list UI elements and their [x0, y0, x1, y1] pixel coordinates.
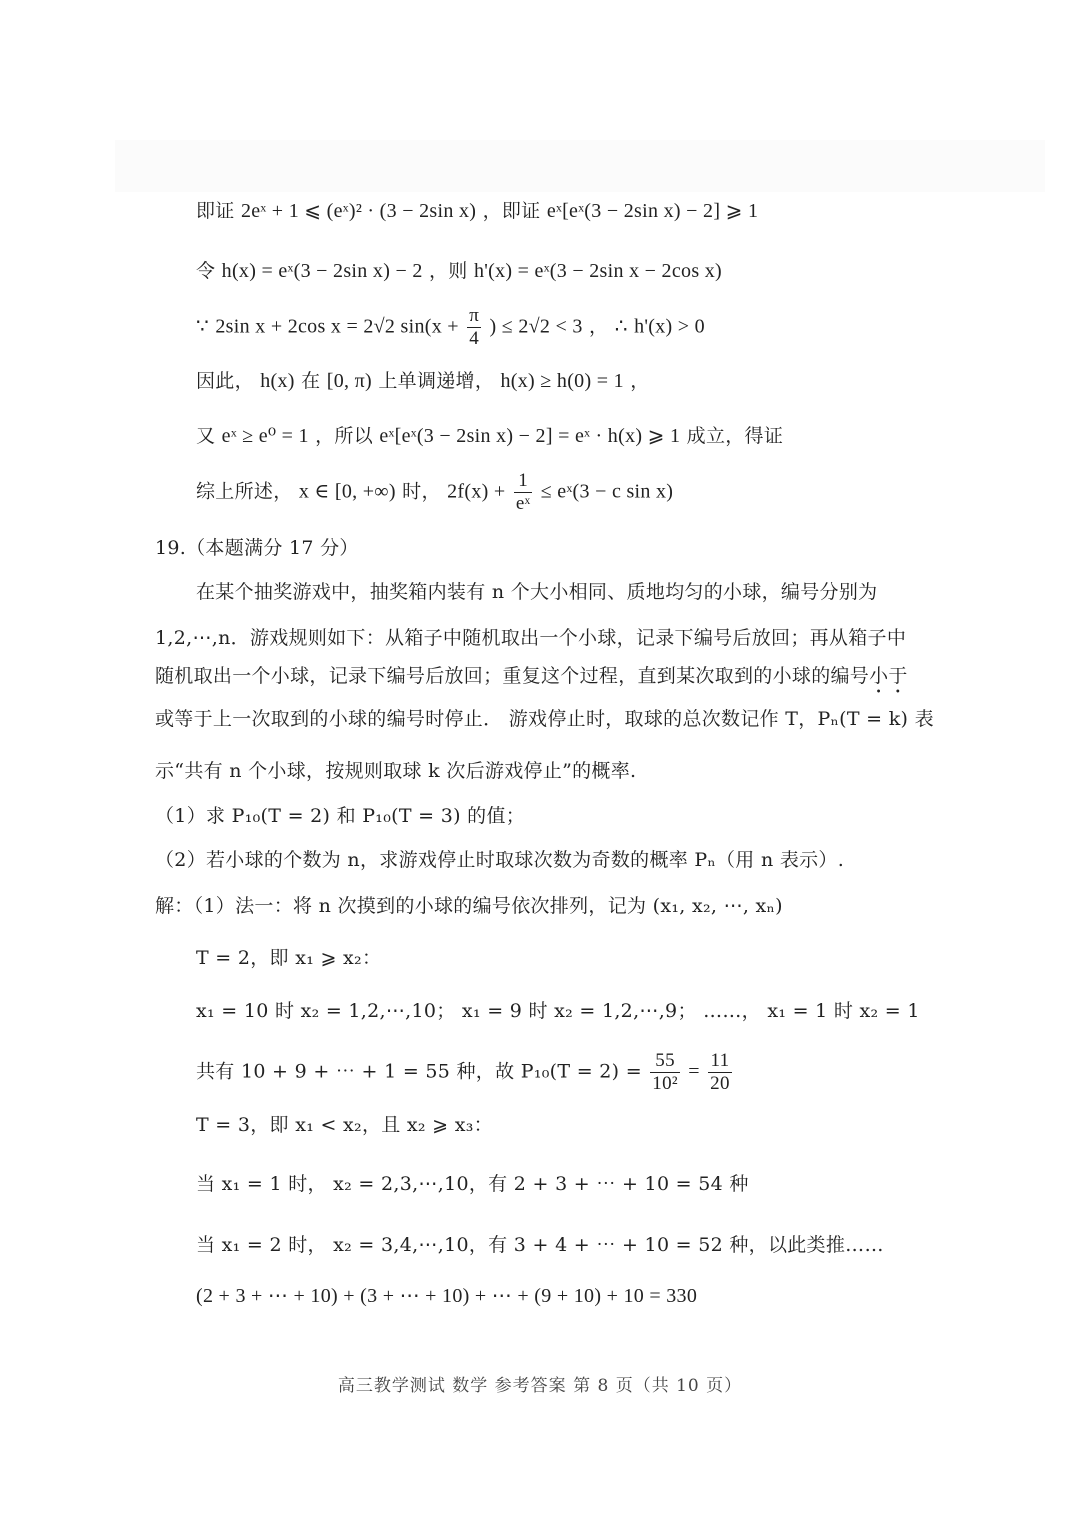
page-footer: 高三教学测试 数学 参考答案 第 8 页（共 10 页）: [337, 1376, 743, 1396]
text: 令: [196, 260, 216, 282]
text: 在: [301, 370, 321, 392]
text: ，所以: [315, 425, 374, 447]
math-expr: h(x) = eˣ(3 − 2sin x) − 2: [221, 260, 423, 282]
math-expr: eˣ[eˣ(3 − 2sin x) − 2] = eˣ · h(x) ⩾ 1: [379, 425, 681, 447]
problem-heading: 19.（本题满分 17 分）: [155, 537, 359, 559]
solution-t2-case: T = 2，即 x₁ ⩾ x₂：: [196, 947, 382, 969]
text: ，即证: [482, 200, 541, 222]
emphasized-text: 小于: [869, 665, 908, 687]
therefore-symbol: ∴: [614, 315, 628, 338]
text: 即证: [196, 200, 235, 222]
scan-shading-band: [115, 140, 1045, 192]
solution-t3-sum: (2 + 3 + ⋯ + 10) + (3 + ⋯ + 10) + ⋯ + (9 + 10) + 10 = 330: [196, 1285, 698, 1307]
math-expr: h'(x) = eˣ(3 − 2sin x − 2cos x): [473, 260, 722, 282]
solution-t3-line-2: 当 x₁ = 2 时， x₂ = 3,4,⋯,10，有 3 + 4 + ⋯ + 10 = 52 种，以此类推……: [196, 1234, 884, 1256]
problem-statement-line-3: [155, 663, 908, 698]
solution-t3-line-1: 当 x₁ = 1 时， x₂ = 2,3,⋯,10，有 2 + 3 + ⋯ + 10 = 54 种: [196, 1173, 749, 1195]
fraction-55-over-100: $\frac{55}{\text{10²}}$: [652, 1050, 678, 1094]
text: ，: [589, 315, 609, 338]
math-expr: h'(x) > 0: [634, 315, 705, 338]
math-expr: eˣ[eˣ(3 − 2sin x) − 2] ⩾ 1: [546, 200, 759, 222]
problem-statement-line-1: 在某个抽奖游戏中，抽奖箱内装有 n 个大小相同、质地均匀的小球，编号分别为: [196, 581, 878, 603]
proof-line-1: [196, 198, 758, 224]
text: 上单调递增，: [378, 370, 495, 392]
equals-sign: =: [688, 1060, 700, 1083]
question-1: （1）求 P₁₀(T = 2) 和 P₁₀(T = 3) 的值；: [155, 805, 526, 827]
proof-line-5: [196, 423, 783, 449]
math-expr: ) ≤ 2√2 < 3: [489, 315, 583, 338]
problem-statement-line-5: 示“共有 n 个小球，按规则取球 k 次后游戏停止”的概率.: [155, 760, 637, 782]
math-expr: eˣ ≥ e⁰ = 1: [221, 425, 309, 447]
text: ，: [630, 370, 650, 392]
question-2: （2）若小球的个数为 n，求游戏停止时取球次数为奇数的概率 Pₙ（用 n 表示）.: [155, 849, 845, 871]
text: 综上所述，: [196, 480, 293, 503]
fraction-one-over-ex: $\frac{1}{\text{eˣ}}$: [515, 470, 531, 514]
proof-line-2: [196, 258, 722, 284]
solution-t3-case: T = 3，即 x₁ < x₂，且 x₂ ⩾ x₃：: [196, 1114, 493, 1136]
because-symbol: ∵: [196, 315, 210, 338]
math-expr: ≤ eˣ(3 − c sin x): [540, 480, 674, 503]
math-expr: 2eˣ + 1 ⩽ (eˣ)² · (3 − 2sin x): [240, 200, 477, 222]
math-expr: [0, π): [326, 370, 372, 392]
math-expr: 2f(x) +: [447, 480, 506, 503]
text: 共有 10 + 9 + ⋯ + 1 = 55 种，故 P₁₀(T = 2) =: [196, 1060, 642, 1083]
text: 成立，得证: [686, 425, 784, 447]
solution-t2-list: x₁ = 10 时 x₂ = 1,2,⋯,10； x₁ = 9 时 x₂ = 1,2,⋯,9； ……， x₁ = 1 时 x₂ = 1: [196, 1000, 920, 1022]
text: 时，: [402, 480, 441, 503]
fraction-11-over-20: $\frac{11}{20}$: [710, 1050, 730, 1094]
problem-statement-line-4: 或等于上一次取到的小球的编号时停止． 游戏停止时，取球的总次数记作 T，Pₙ(T = k) 表: [155, 708, 934, 730]
proof-line-4: [196, 368, 650, 394]
math-expr: x ∈ [0, +∞): [298, 480, 396, 503]
proof-line-6: [196, 470, 673, 515]
math-expr: 2sin x + 2cos x = 2√2 sin(x +: [215, 315, 459, 338]
proof-line-3: [196, 305, 705, 350]
math-expr: h(x): [260, 370, 295, 392]
text: ，则: [428, 260, 468, 282]
text: 随机取出一个小球，记录下编号后放回；重复这个过程，直到某次取到的小球的编号: [155, 665, 870, 687]
problem-statement-line-2: 1,2,⋯,n．游戏规则如下：从箱子中随机取出一个小球，记录下编号后放回；再从箱子中: [155, 627, 907, 649]
math-expr: h(x) ≥ h(0) = 1: [500, 370, 624, 392]
solution-intro: 解：（1）法一：将 n 次摸到的小球的编号依次排列，记为 (x₁, x₂, ⋯, xₙ): [155, 895, 783, 917]
fraction-pi-over-4: $\frac{\pi}{4}$: [469, 305, 480, 349]
solution-t2-total: [196, 1050, 734, 1095]
text: 又: [196, 425, 216, 447]
text: 因此，: [196, 370, 254, 392]
